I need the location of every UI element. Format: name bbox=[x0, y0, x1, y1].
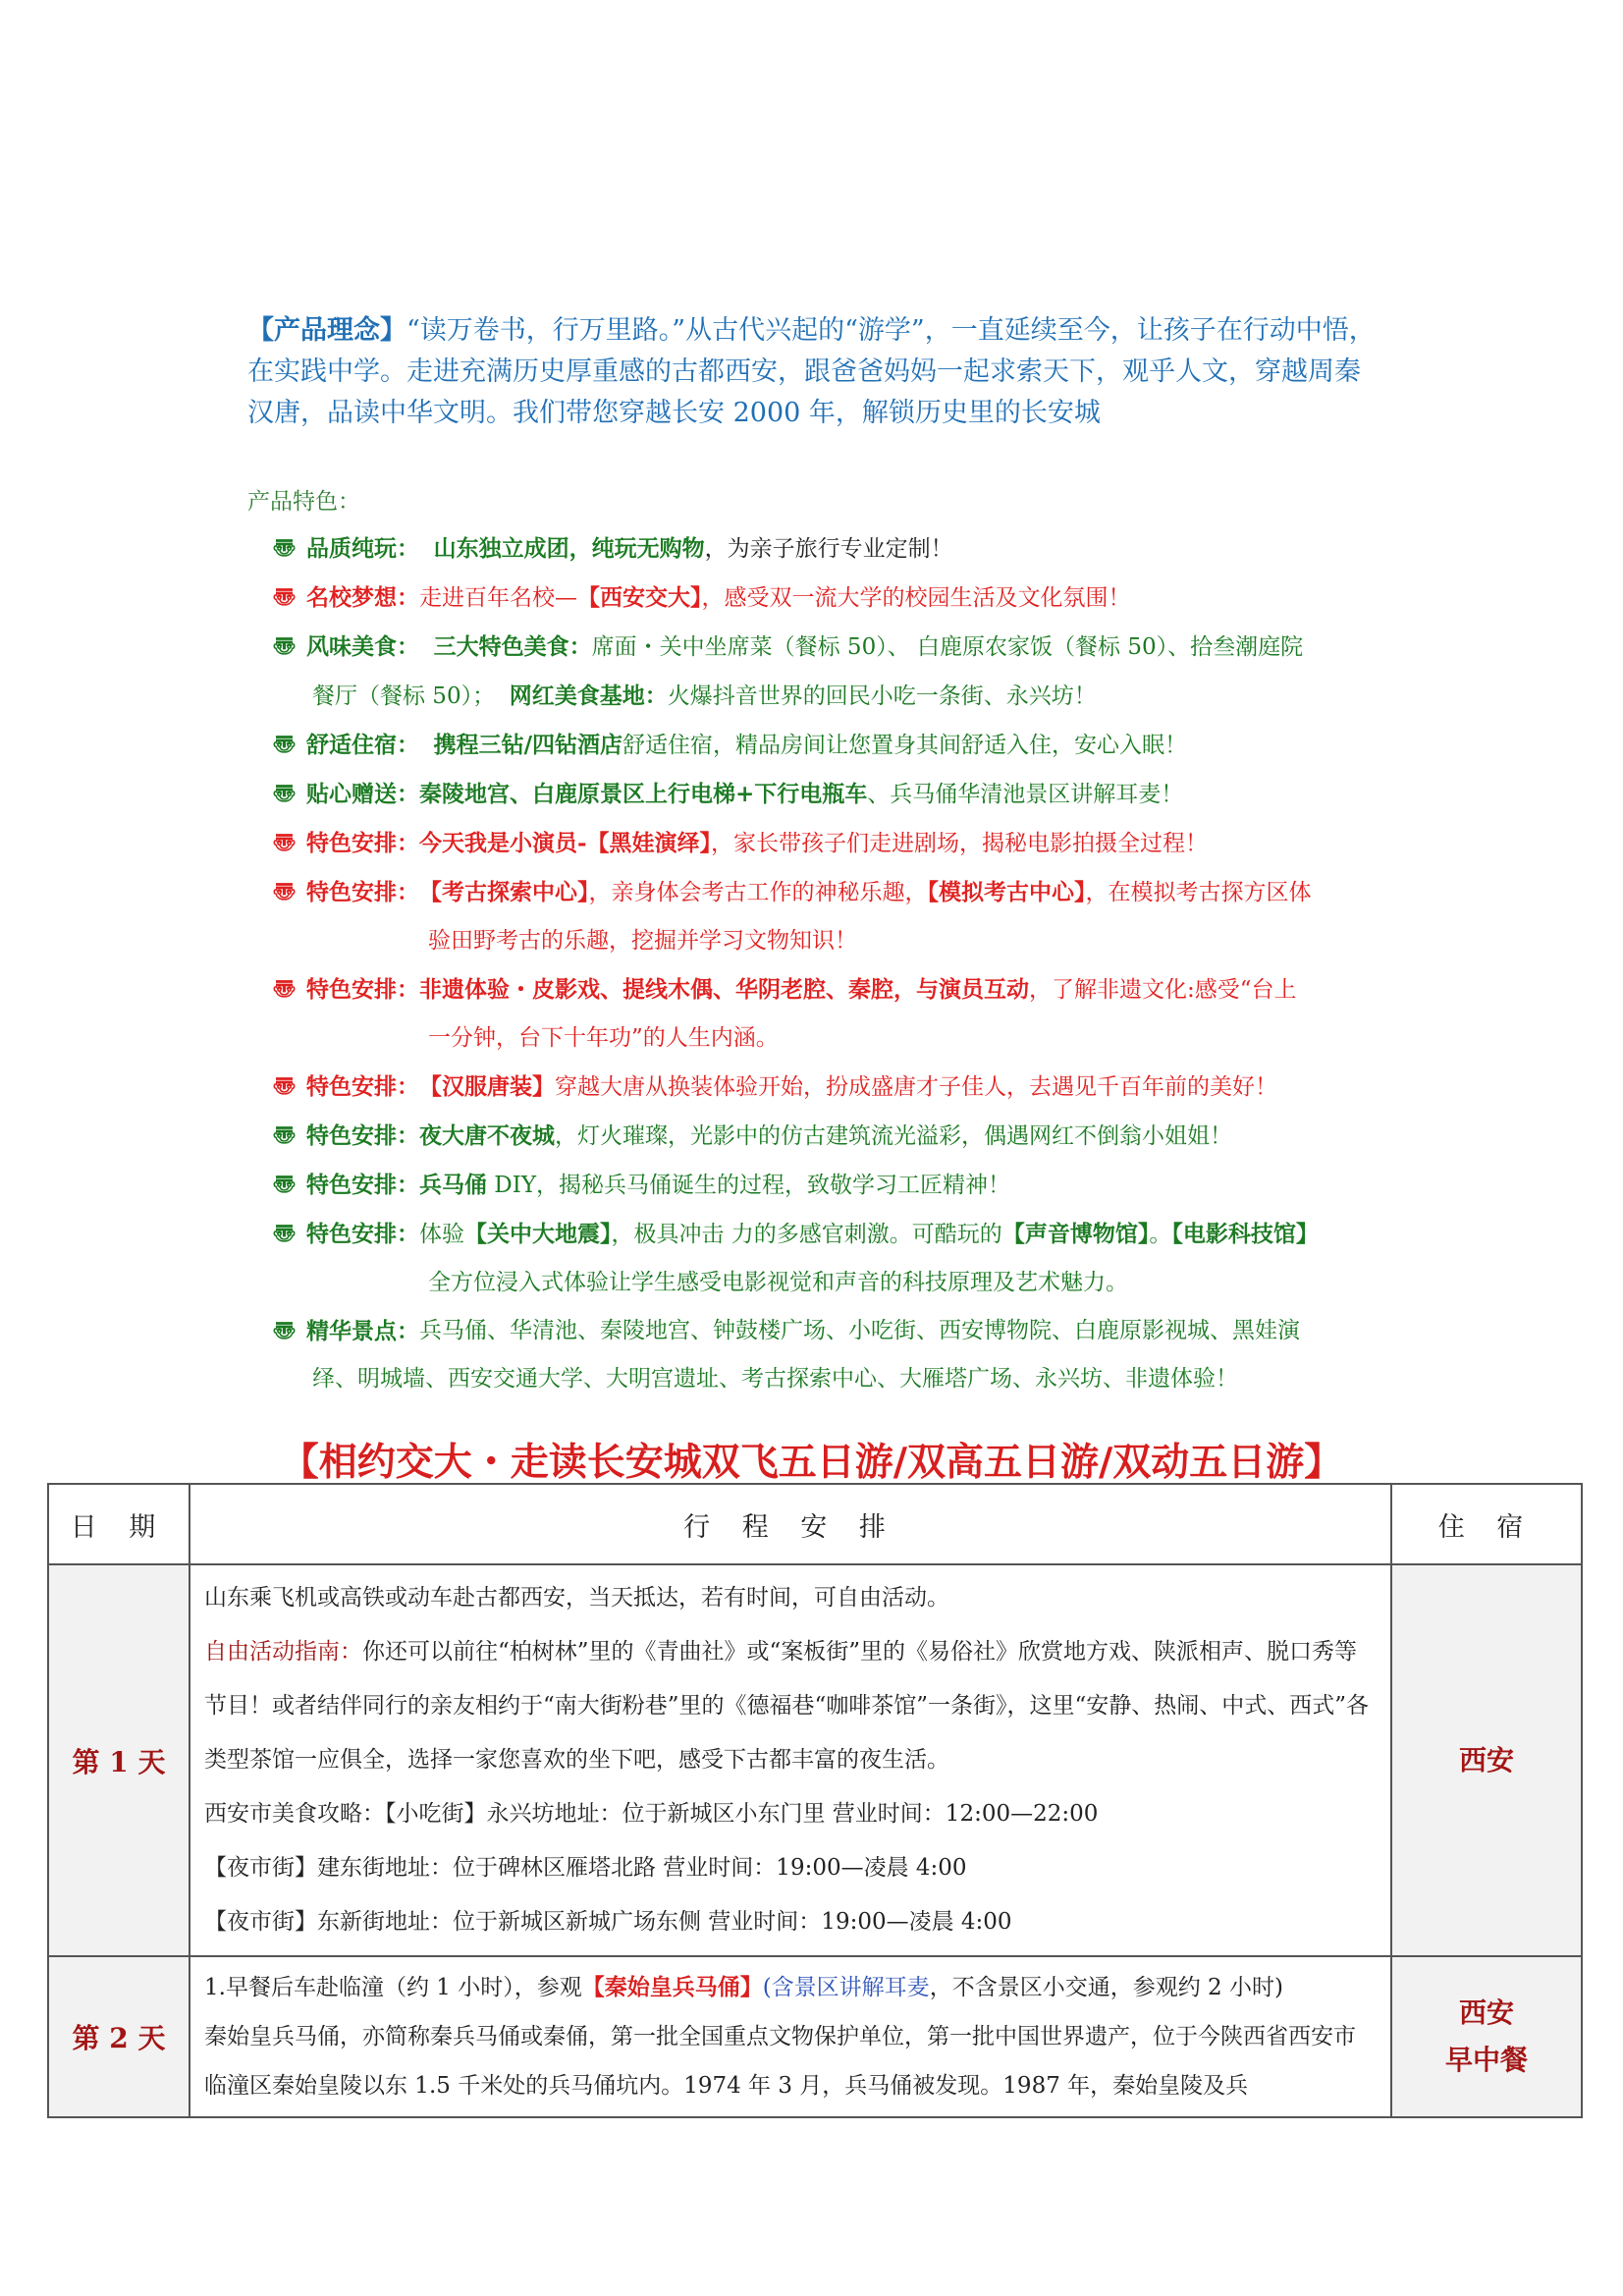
header-day: 日 期 bbox=[48, 1484, 189, 1564]
guide-label: 自由活动指南： bbox=[204, 1639, 362, 1665]
feature-item: 〠 名校梦想： 走进百年名校—【西安交大】，感受双一流大学的校园生活及文化氛围！ bbox=[273, 574, 1392, 623]
stay-cell: 西安 bbox=[1391, 1564, 1582, 1956]
feature-item: 〠 特色安排： 体验【关中大地震】，极具冲击 力的多感官刺激。可酷玩的【声音博物馆】。【电影科技馆】 全方位浸入式体验让学生感受电影视觉和声音的科技原理及艺术魅力。 bbox=[273, 1210, 1392, 1307]
feature-bullet-icon: 〠 bbox=[273, 535, 296, 562]
day-label: 第 1 天 bbox=[48, 1564, 189, 1956]
table-header-row bbox=[48, 1484, 1582, 1564]
stay-cell: 西安 早中餐 bbox=[1391, 1956, 1582, 2117]
feature-bullet-icon: 〠 bbox=[273, 732, 296, 758]
feature-bullet-icon: 〠 bbox=[273, 830, 296, 856]
feature-item: 〠 风味美食： 三大特色美食：席面・关中坐席菜（餐标 50）、 白鹿原农家饭（餐标 50）、拾叁潮庭院 餐厅（餐标 50）； 网红美食基地：火爆抖音世界的回民小吃一条街、永兴坊！ bbox=[273, 623, 1392, 721]
header-plan: 行 程 安 排 bbox=[189, 1484, 1391, 1564]
feature-bullet-icon: 〠 bbox=[273, 1172, 296, 1198]
feature-item: 〠 特色安排： 【汉服唐装】穿越大唐从换装体验开始，扮成盛唐才子佳人，去遇见千百年前的美好！ bbox=[273, 1063, 1392, 1112]
feature-item: 〠 特色安排： 今天我是小演员-【黑娃演绎】，家长带孩子们走进剧场，揭秘电影拍摄全过程！ bbox=[273, 819, 1392, 868]
feature-item: 〠 特色安排： 夜大唐不夜城，灯火璀璨，光影中的仿古建筑流光溢彩，偶遇网红不倒翁小姐姐！ bbox=[273, 1112, 1392, 1161]
feature-bullet-icon: 〠 bbox=[273, 781, 296, 807]
feature-item: 〠 贴心赠送： 秦陵地宫、白鹿原景区上行电梯+下行电瓶车、兵马俑华清池景区讲解耳麦！ bbox=[273, 770, 1392, 819]
product-concept bbox=[247, 310, 1386, 434]
feature-bullet-icon: 〠 bbox=[273, 1318, 296, 1344]
feature-item: 〠 精华景点： 兵马俑、华清池、秦陵地宫、钟鼓楼广场、小吃街、西安博物院、白鹿原影视城、黑娃演 绎、明城墙、西安交通大学、大明宫遗址、考古探索中心、大雁塔广场、永兴坊、非遗体验！ bbox=[273, 1307, 1392, 1403]
concept-heading: 【产品理念】 bbox=[247, 315, 406, 346]
trip-title: 【相约交大・走读长安城双飞五日游/双高五日游/双动五日游】 bbox=[280, 1440, 1343, 1485]
concept-text: “读万卷书，行万里路。”从古代兴起的“游学”，一直延续至今，让孩子在行动中悟，在实践中学。走进充满历史厚重感的古都西安，跟爸爸妈妈一起求索天下，观乎人文，穿越周秦汉唐，品读中华文明。我们带您穿越长安 2000 年，解锁历史里的长安城 bbox=[247, 315, 1376, 428]
feature-bullet-icon: 〠 bbox=[273, 1221, 296, 1247]
itinerary-table bbox=[47, 1483, 1583, 2118]
header-stay: 住 宿 bbox=[1391, 1484, 1582, 1564]
feature-bullet-icon: 〠 bbox=[273, 879, 296, 905]
features-list bbox=[273, 524, 1392, 1403]
feature-bullet-icon: 〠 bbox=[273, 633, 296, 660]
table-row bbox=[48, 1956, 1582, 2117]
feature-bullet-icon: 〠 bbox=[273, 1073, 296, 1100]
feature-bullet-icon: 〠 bbox=[273, 976, 296, 1003]
feature-bullet-icon: 〠 bbox=[273, 584, 296, 611]
day-plan: 1.早餐后车赴临潼（约 1 小时），参观【秦始皇兵马俑】(含景区讲解耳麦，不含景区小交通，参观约 2 小时) 秦始皇兵马俑，亦简称秦兵马俑或秦俑，第一批全国重点文物保护单位，第一批中国世界遗产，位于今陕西省西安市临潼区秦始皇陵以东 1.5 千米处的兵马俑坑内。1974 年 3 月，兵马俑被发现。1987 年，秦始皇陵及兵 bbox=[189, 1956, 1391, 2117]
table-row bbox=[48, 1564, 1582, 1956]
feature-item: 〠 特色安排： 兵马俑 DIY，揭秘兵马俑诞生的过程，致敬学习工匠精神！ bbox=[273, 1161, 1392, 1210]
day-label: 第 2 天 bbox=[48, 1956, 189, 2117]
features-title: 产品特色： bbox=[247, 489, 360, 515]
feature-bullet-icon: 〠 bbox=[273, 1122, 296, 1149]
feature-item: 〠 舒适住宿： 携程三钻/四钻酒店舒适住宿，精品房间让您置身其间舒适入住，安心入眠！ bbox=[273, 721, 1392, 770]
feature-item: 〠 品质纯玩： 山东独立成团，纯玩无购物，为亲子旅行专业定制！ bbox=[273, 524, 1392, 574]
feature-item: 〠 特色安排： 非遗体验・皮影戏、提线木偶、华阴老腔、秦腔，与演员互动，了解非遗文化:感受“台上 一分钟，台下十年功”的人生内涵。 bbox=[273, 965, 1392, 1063]
feature-item: 〠 特色安排： 【考古探索中心】，亲身体会考古工作的神秘乐趣，【模拟考古中心】，在模拟考古探方区体 验田野考古的乐趣，挖掘并学习文物知识！ bbox=[273, 868, 1392, 965]
day-plan: 山东乘飞机或高铁或动车赴古都西安，当天抵达，若有时间，可自由活动。 自由活动指南：你还可以前往“柏树林”里的《青曲社》或“案板街”里的《易俗社》欣赏地方戏、陕派相声、脱口秀等节目！或者结伴同行的亲友相约于“南大街粉巷”里的《德福巷“咖啡茶馆”一条街》，这里“安静、热闹、中式、西式”各类型茶馆一应俱全，选择一家您喜欢的坐下吧，感受下古都丰富的夜生活。 西安市美食攻略：【小吃街】永兴坊地址：位于新城区小东门里 营业时间：12:00—22:00 【夜市街】建东街地址：位于碑林区雁塔北路 营业时间：19:00—凌晨 4:00 【夜市街】东新街地址：位于新城区新城广场东侧 营业时间：19:00—凌晨 4:00 bbox=[189, 1564, 1391, 1956]
